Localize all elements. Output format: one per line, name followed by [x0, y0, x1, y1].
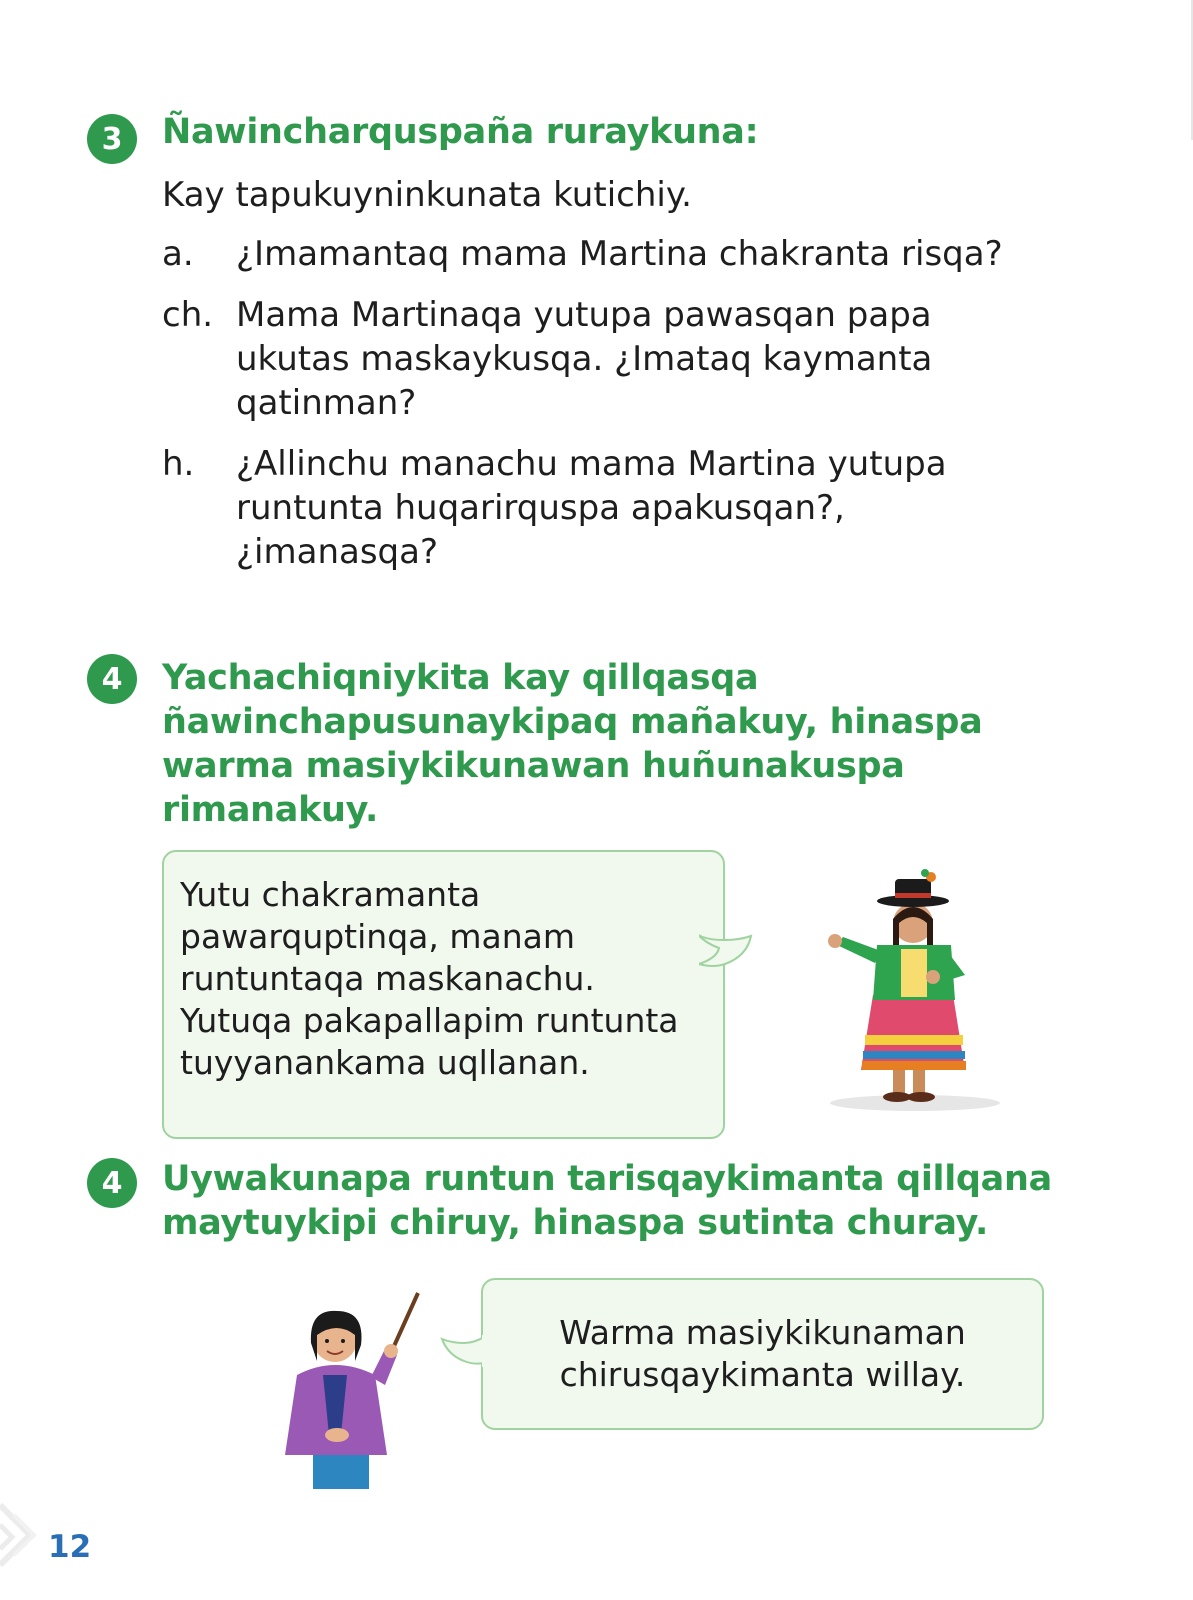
question-letter: h.: [162, 444, 195, 484]
girl-pointing-illustration: [815, 865, 1015, 1115]
teacher-illustration: [275, 1285, 435, 1495]
question-text: ¿Imamantaq mama Martina chakranta risqa?: [236, 234, 1003, 274]
speech-bubble-text: Yutu chakramanta pawarquptinqa, manam runtuntaqa maskanachu. Yutuqa pakapallapim runtunta tuyyanankama uqllanan.: [180, 875, 679, 1082]
section-number-badge: 4: [87, 1158, 137, 1208]
speech-bubble-text: Warma masiykikunaman chirusqaykimanta willay.: [559, 1313, 966, 1394]
instruction-text: Kay tapukuyninkunata kutichiy.: [162, 175, 692, 215]
question-item: [162, 442, 1062, 574]
corner-pattern-decoration: [0, 1495, 48, 1600]
speech-bubble-tail: [440, 1335, 486, 1369]
page-number: 12: [48, 1529, 92, 1565]
section-number-badge: 4: [87, 654, 137, 704]
question-item: [162, 293, 1062, 425]
question-letter: a.: [162, 234, 194, 274]
section-heading: Yachachiqniykita kay qillqasqa ñawinchapusunaykipaq mañakuy, hinaspa warma masiykikunawan huñunakuspa rimanakuy.: [162, 658, 983, 830]
question-text: ¿Allinchu manachu mama Martina yutupa runtunta huqarirquspa apakusqan?, ¿imanasqa?: [236, 444, 947, 572]
question-text: Mama Martinaqa yutupa pawasqan papa ukutas maskaykusqa. ¿Imataq kaymanta qatinman?: [236, 295, 933, 423]
question-list: [162, 232, 1062, 591]
section-heading: Ñawincharquspaña ruraykuna:: [162, 112, 759, 152]
section-heading: Uywakunapa runtun tarisqaykimanta qillqana maytuykipi chiruy, hinaspa sutinta churay.: [162, 1159, 1052, 1243]
speech-bubble-tail: [695, 930, 755, 972]
speech-bubble: [162, 850, 725, 1139]
question-item: [162, 232, 1062, 276]
question-letter: ch.: [162, 295, 214, 335]
speech-bubble: [481, 1278, 1044, 1430]
section-number-badge: 3: [87, 114, 137, 164]
